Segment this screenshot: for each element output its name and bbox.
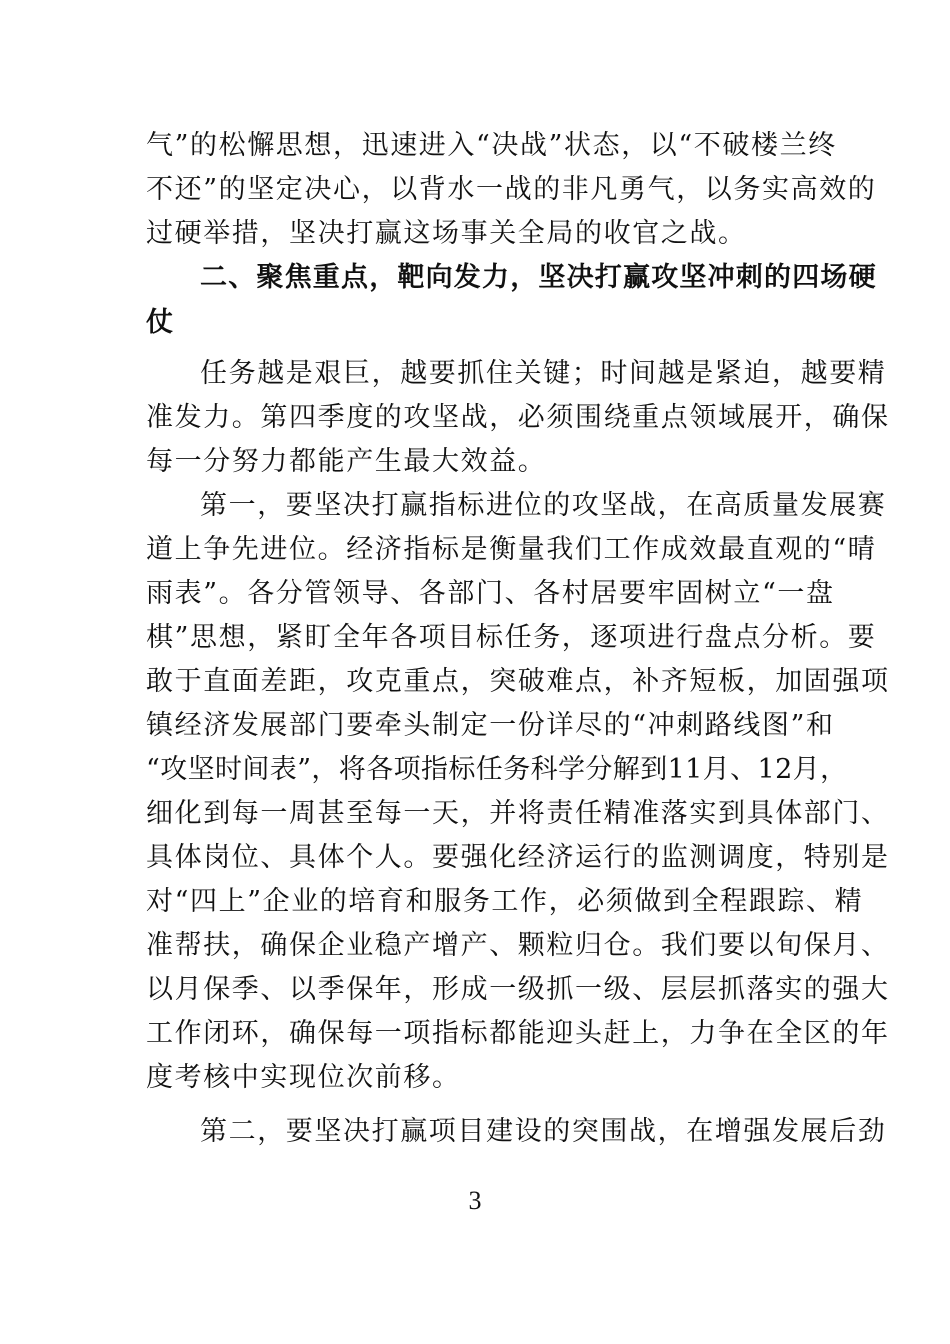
text-line-6: 任务越是艰巨，越要抓住关键；时间越是紧迫，越要精 bbox=[200, 358, 887, 389]
text-line-18: 对“四上”企业的培育和服务工作，必须做到全程跟踪、精 bbox=[146, 886, 864, 917]
text-line-22: 度考核中实现位次前移。 bbox=[146, 1062, 461, 1093]
text-line-12: 棋”思想，紧盯全年各项目标任务，逐项进行盘点分析。要 bbox=[146, 622, 877, 653]
text-line-1: 气”的松懈思想，迅速进入“决战”状态，以“不破楼兰终 bbox=[146, 130, 837, 161]
text-line-15: “攻坚时间表”，将各项指标任务科学分解到11月、12月， bbox=[146, 754, 848, 785]
text-line-3: 过硬举措，坚决打赢这场事关全局的收官之战。 bbox=[146, 218, 747, 249]
text-line-2: 不还”的坚定决心，以背水一战的非凡勇气，以务实高效的 bbox=[146, 174, 877, 205]
text-line-20: 以月保季、以季保年，形成一级抓一级、层层抓落实的强大 bbox=[146, 974, 890, 1005]
text-line-17: 具体岗位、具体个人。要强化经济运行的监测调度，特别是 bbox=[146, 842, 890, 873]
section-heading-line-1: 二、聚焦重点，靶向发力，坚决打赢攻坚冲刺的四场硬 bbox=[200, 262, 877, 293]
text-line-19: 准帮扶，确保企业稳产增产、颗粒归仓。我们要以旬保月、 bbox=[146, 930, 890, 961]
text-line-21: 工作闭环，确保每一项指标都能迎头赶上，力争在全区的年 bbox=[146, 1018, 890, 1049]
text-line-23: 第二，要坚决打赢项目建设的突围战，在增强发展后劲 bbox=[200, 1116, 887, 1147]
text-line-8: 每一分努力都能产生最大效益。 bbox=[146, 446, 547, 477]
text-line-10: 道上争先进位。经济指标是衡量我们工作成效最直观的“晴 bbox=[146, 534, 877, 565]
text-line-9: 第一，要坚决打赢指标进位的攻坚战，在高质量发展赛 bbox=[200, 490, 887, 521]
text-line-7: 准发力。第四季度的攻坚战，必须围绕重点领域展开，确保 bbox=[146, 402, 890, 433]
text-line-16: 细化到每一周甚至每一天，并将责任精准落实到具体部门、 bbox=[146, 798, 890, 829]
page-number: 3 bbox=[468, 1186, 482, 1215]
text-line-11: 雨表”。各分管领导、各部门、各村居要牢固树立“一盘 bbox=[146, 578, 835, 609]
text-line-14: 镇经济发展部门要牵头制定一份详尽的“冲刺路线图”和 bbox=[146, 710, 835, 741]
text-line-13: 敢于直面差距，攻克重点，突破难点，补齐短板，加固强项 bbox=[146, 666, 890, 697]
section-heading-line-2: 仗 bbox=[146, 307, 175, 338]
